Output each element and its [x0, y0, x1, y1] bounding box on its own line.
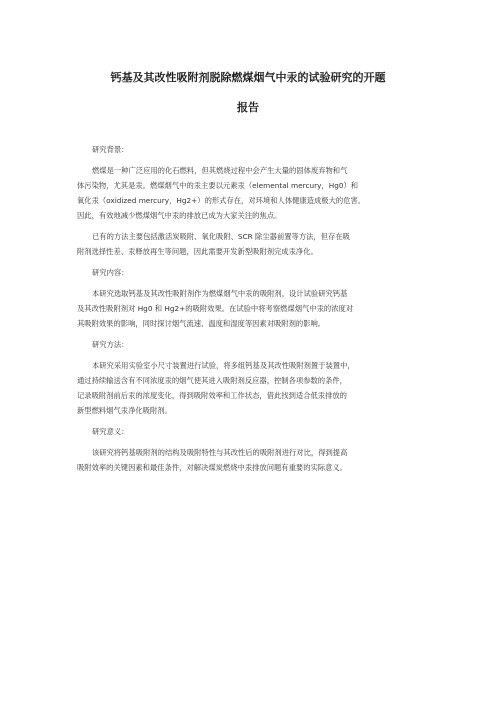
paragraph-line: 通过持续输送含有不同浓度汞的烟气使其进入吸附剂反应器，控制各项参数的条件， [77, 376, 347, 385]
paragraph-line: 附剂选择性差、汞释放再生等问题，因此需要开发新型吸附剂完成汞净化。 [77, 247, 318, 256]
section-heading-method: 研究方法： [92, 340, 129, 349]
paragraph-line: 记录吸附剂前后汞的浓度变化，得到吸附效率和工作状态，借此找到适合低汞排放的 [77, 391, 347, 400]
section-heading-significance: 研究意义： [92, 427, 129, 436]
paragraph-line: 新型燃料烟气汞净化吸附剂。 [77, 406, 172, 415]
paragraph-line: 其吸附效果的影响，同时探讨烟气流速、温度和湿度等因素对吸附剂的影响。 [77, 319, 326, 328]
section-heading-content: 研究内容： [92, 268, 129, 277]
document-title-line-2: 报告 [237, 101, 259, 114]
paragraph-line: 该研究将钙基吸附剂的结构及吸附特性与其改性后的吸附剂进行对比，得到提高 [92, 448, 348, 457]
paragraph-line: 氧化汞（oxidized mercury，Hg2+）的形式存在，对环境和人体健康造成极大的危害。 [77, 196, 366, 205]
paragraph-line: 及其改性吸附剂对 Hg0 和 Hg2+的吸附效果。在试验中将考察燃煤烟气中汞的浓度对 [77, 304, 354, 313]
document-title-line-1: 钙基及其改性吸附剂脱除燃煤烟气中汞的试验研究的开题 [110, 71, 386, 84]
paragraph-line: 因此，有效地减少燃煤烟气中汞的排放已成为大家关注的焦点。 [77, 211, 282, 220]
section-heading-background: 研究背景： [92, 145, 129, 154]
paragraph-line: 燃煤是一种广泛应用的化石燃料，但其燃烧过程中会产生大量的固体废弃物和气 [92, 166, 348, 175]
paragraph-line: 体污染物，尤其是汞。燃煤烟气中的汞主要以元素汞（elemental mercury，Hg0）和 [77, 181, 359, 190]
paragraph-line: 吸附效率的关键因素和最佳条件，对解决煤炭燃烧中汞排放问题有重要的实际意义。 [77, 463, 347, 472]
paragraph-line: 本研究选取钙基及其改性吸附剂作为燃煤烟气中汞的吸附剂，设计试验研究钙基 [92, 289, 348, 298]
paragraph-line: 本研究采用实验室小尺寸装置进行试验，将多组钙基及其改性吸附剂置于装置中， [92, 361, 355, 370]
paragraph-line: 已有的方法主要包括激活炭吸附、氧化吸附、SCR 除尘器前置等方法，但存在吸 [92, 232, 350, 241]
document-body [77, 142, 439, 475]
